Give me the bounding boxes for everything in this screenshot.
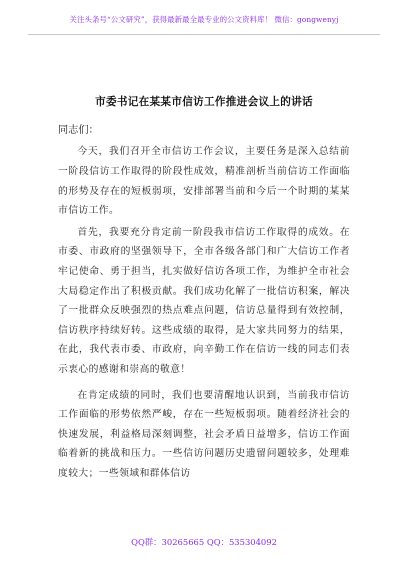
document-body [58, 122, 350, 484]
footer-contact-note: QQ群：30265665 QQ：535304092 [131, 537, 277, 547]
salutation: 同志们： [58, 125, 99, 136]
header-divider [28, 34, 380, 35]
document-title: 市委书记在某某市信访工作推进会议上的讲话 [95, 96, 313, 108]
paragraph-3: 在肯定成绩的同时，我们也要清醒地认识到，当前我市信访工作面临的形势依然严峻，存在一些短板弱项。随着经济社会的快速发展，利益格局深刻调整，社会矛盾日益增多，信访工作面临着新的挑战和压力。一些信访问题历史遗留问题较多，处理难度较大；一些领域和群体信访 [58, 389, 350, 479]
paragraph-2: 首先，我要充分肯定前一阶段我市信访工作取得的成效。在市委、市政府的坚强领导下，全市各级各部门和广大信访工作者牢记使命、勇于担当，扎实做好信访各项工作，为维护全市社会大局稳定作出了积极贡献。我们成功化解了一批信访积案，解决了一批群众反映强烈的热点难点问题，信访总量得到有效控制，信访秩序持续好转。这些成绩的取得，是大家共同努力的结果，在此，我代表市委、市政府，向辛勤工作在信访一线的同志们表示衷心的感谢和崇高的敬意！ [58, 226, 350, 375]
paragraph-1: 今天，我们召开全市信访工作会议，主要任务是深入总结前一阶段信访工作取得的阶段性成效，精准剖析当前信访工作面临的形势及存在的短板弱项，安排部署当前和今后一个时期的某某市信访工作。 [58, 146, 350, 217]
header-watermark-note: 关注头条号“公文研究”，获得最新最全最专业的公文资料库！ 微信：gongwenyj [69, 15, 339, 24]
